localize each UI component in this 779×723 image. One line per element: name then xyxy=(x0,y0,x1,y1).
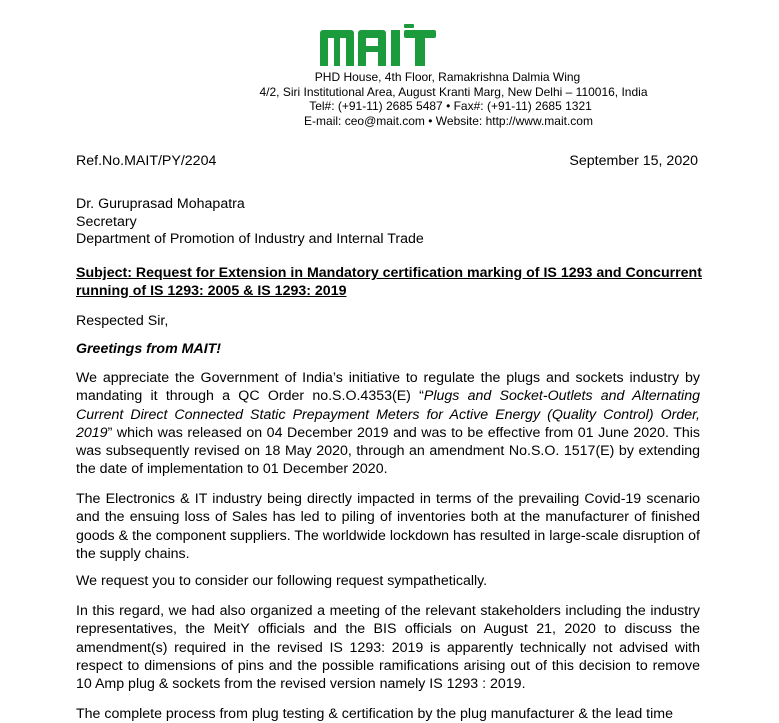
letterhead-address xyxy=(0,70,779,129)
addressee-department: Department of Promotion of Industry and Internal Trade xyxy=(76,231,424,247)
subject-line: Subject: Request for Extension in Mandatory certification marking of IS 1293 and Concurrent running of IS 1293: 2005 & IS 1293: 2019 xyxy=(76,265,702,299)
paragraph-1 xyxy=(76,369,700,479)
paragraph-5: The complete process from plug testing & certification by the plug manufacturer & the lead time xyxy=(76,706,673,722)
salutation: Respected Sir, xyxy=(76,313,169,329)
address-line-2: 4/2, Siri Institutional Area, August Kranti Marg, New Delhi – 110016, India xyxy=(259,84,648,99)
paragraph-4: In this regard, we had also organized a meeting of the relevant stakeholders including the industry representatives, the MeitY officials and the BIS officials on August 21, 2020 to discuss the amendment(s) required in the revised IS 1293: 2019 is apparently technically not advised with respect to dimensions of pins and the possible ramifications arising out of this decision to remove 10 Amp plug & sockets from the revised version namely IS 1293 : 2019. xyxy=(76,603,700,693)
addressee-block xyxy=(76,196,424,249)
paragraph-2: The Electronics & IT industry being directly impacted in terms of the prevailing Covid-19 scenario and the ensuing loss of Sales has led to piling of inventories both at the manufacturer of finished goods & the component suppliers. The worldwide lockdown has resulted in large-scale disruption of the supply chains. xyxy=(76,491,700,562)
contact-line: Tel#: (+91-11) 2685 5487 • Fax#: (+91-11) 2685 1321 xyxy=(309,99,592,114)
letter-date: September 15, 2020 xyxy=(569,153,698,169)
addressee-title: Secretary xyxy=(76,213,137,230)
paragraph-1-part-a: We appreciate the Government of India’s initiative to regulate the plugs and sockets industry by mandating it through a QC Order no.S.O.4353(E) “ xyxy=(76,370,700,405)
address-line-1: PHD House, 4th Floor, Ramakrishna Dalmia Wing xyxy=(314,70,581,84)
reference-number: Ref.No.MAIT/PY/2204 xyxy=(76,153,217,169)
email-website-line: E-mail: ceo@mait.com • Website: http://www.mait.com xyxy=(304,114,593,129)
addressee-name: Dr. Guruprasad Mohapatra xyxy=(76,196,245,212)
paragraph-1-part-b: ” which was released on 04 December 2019 and was to be effective from 01 June 2020. This was subsequently revised on 18 May 2020, through an amendment No.S.O. 1517(E) by extending the date of implementation to 01 December 2020. xyxy=(76,424,700,478)
mait-logo xyxy=(318,22,440,68)
paragraph-3: We request you to consider our following request sympathetically. xyxy=(76,573,488,589)
paragraph-1-order-title: Plugs and Socket-Outlets and Alternating Current Direct Connected Static Prepayment Meters for Active Energy (Quality Control) Order, 2019 xyxy=(76,388,700,441)
greeting: Greetings from MAIT! xyxy=(76,341,222,357)
